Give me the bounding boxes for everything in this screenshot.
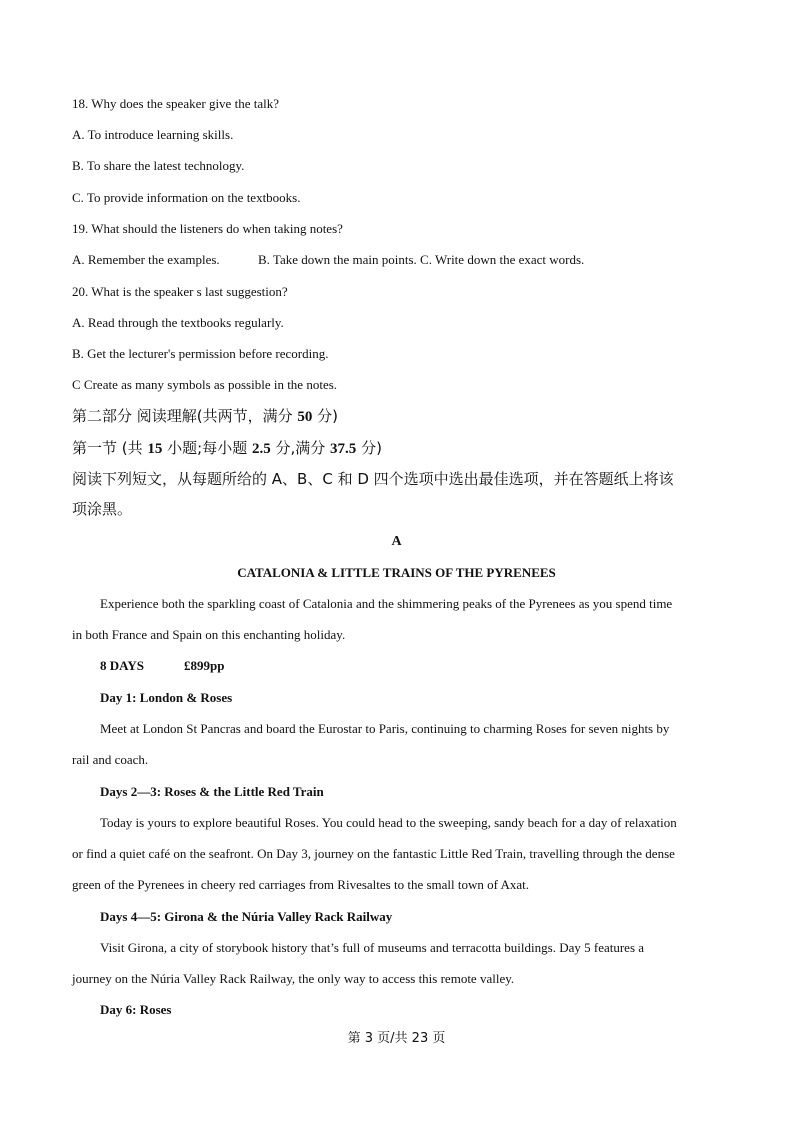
day45-line-1: Visit Girona, a city of storybook history that’s full of museums and terracotta buildings. Day 5 features a [100, 940, 645, 955]
day45-line-2: journey on the Núria Valley Rack Railway, the only way to access this remote valley. [72, 971, 515, 986]
day23-line-3: green of the Pyrenees in cheery red carriages from Rivesaltes to the small town of Axat. [72, 877, 530, 892]
section1-heading: 第一节 (共 15 小题;每小题 2.5 分,满分 37.5 分) [72, 439, 382, 457]
day6-title: Day 6: Roses [100, 1002, 172, 1017]
day45-title: Days 4—5: Girona & the Núria Valley Rack Railway [100, 909, 393, 924]
page-footer: 第 3 页/共 23 页 [347, 1031, 446, 1046]
option-18a: A. To introduce learning skills. [72, 127, 234, 142]
day1-line-2: rail and coach. [72, 752, 149, 767]
option-20c: C Create as many symbols as possible in the notes. [72, 377, 338, 392]
instruction-line-2: 项涂黑。 [72, 500, 133, 518]
day1-title: Day 1: London & Roses [100, 690, 233, 705]
option-18b: B. To share the latest technology. [72, 158, 245, 173]
day1-line-1: Meet at London St Pancras and board the Eurostar to Paris, continuing to charming Roses for seven nights by [100, 721, 670, 736]
option-20b: B. Get the lecturer's permission before recording. [72, 346, 329, 361]
instruction-line-1: 阅读下列短文，从每题所给的 A、B、C 和 D 四个选项中选出最佳选项，并在答题纸上将该 [72, 470, 674, 488]
duration: 8 DAYS [100, 658, 144, 673]
question-18: 18. Why does the speaker give the talk? [72, 96, 279, 111]
day23-title: Days 2—3: Roses & the Little Red Train [100, 784, 324, 799]
question-19: 19. What should the listeners do when taking notes? [72, 221, 343, 236]
day23-line-1: Today is yours to explore beautiful Roses. You could head to the sweeping, sandy beach for a day of relaxation [100, 815, 677, 830]
option-19bc: B. Take down the main points. C. Write down the exact words. [258, 252, 585, 267]
passage-title: CATALONIA & LITTLE TRAINS OF THE PYRENEES [237, 565, 556, 580]
option-18c: C. To provide information on the textbooks. [72, 190, 301, 205]
option-20a: A. Read through the textbooks regularly. [72, 315, 284, 330]
part2-heading: 第二部分 阅读理解(共两节，满分 50 分) [72, 407, 339, 425]
intro-line-1: Experience both the sparkling coast of Catalonia and the shimmering peaks of the Pyrenees as you spend time [100, 596, 673, 611]
day23-line-2: or find a quiet café on the seafront. On Day 3, journey on the fantastic Little Red Train, travelling through the dense [72, 846, 675, 861]
intro-line-2: in both France and Spain on this enchanting holiday. [72, 627, 346, 642]
price: £899pp [184, 658, 225, 673]
passage-letter: A [391, 534, 402, 549]
option-19a: A. Remember the examples. [72, 252, 220, 267]
question-20: 20. What is the speaker s last suggestion? [72, 284, 288, 299]
